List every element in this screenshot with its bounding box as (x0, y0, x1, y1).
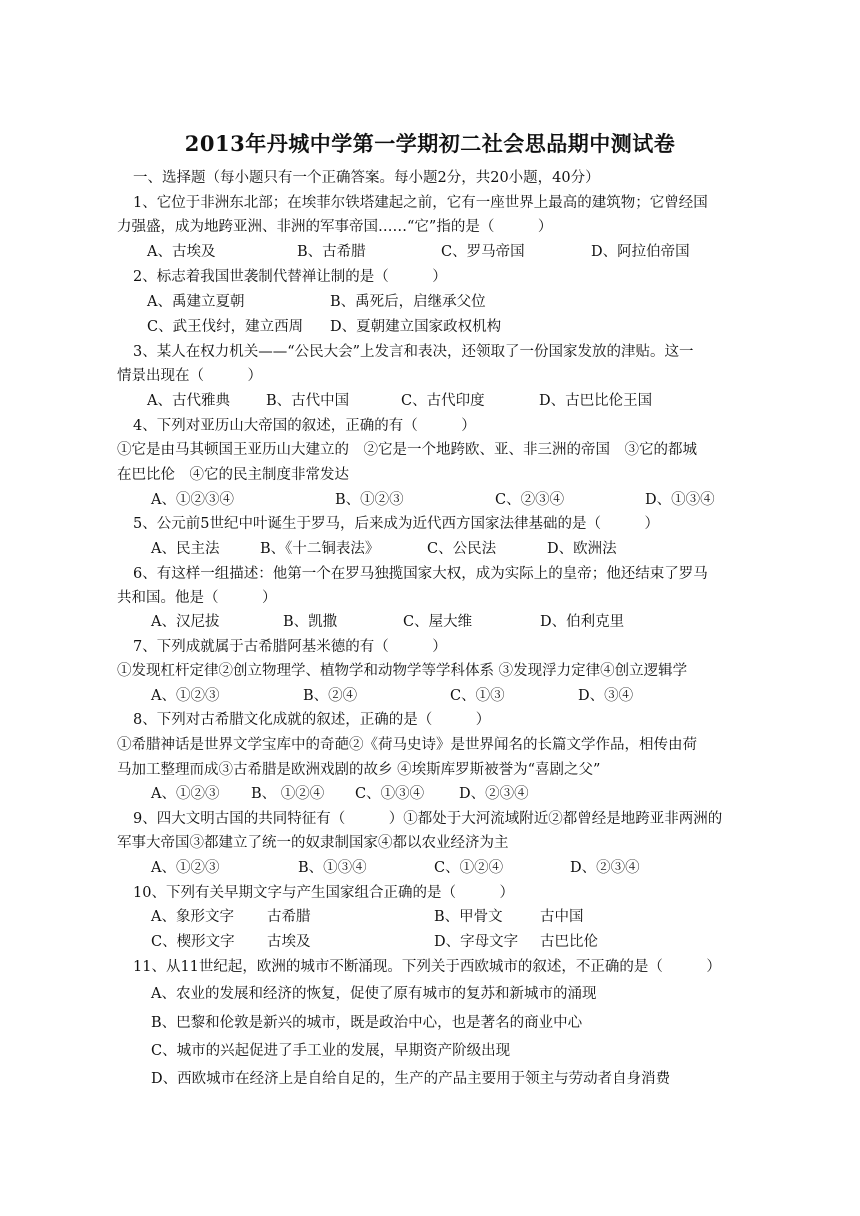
question-9-option-d: D、②③④ (570, 860, 640, 876)
question-8-text-line-1: 8、下列对古希腊文化成就的叙述，正确的是（ ） (133, 712, 491, 728)
question-5-option-c: C、公民法 (427, 541, 497, 557)
question-4-option-b: B、①②③ (335, 492, 404, 508)
question-9-option-c: C、①②④ (434, 860, 504, 876)
question-11-option-b: B、巴黎和伦敦是新兴的城市，既是政治中心，也是著名的商业中心 (151, 1015, 583, 1031)
question-10-option-d-country: 古巴比伦 (540, 934, 598, 950)
question-3-option-b: B、古代中国 (266, 393, 350, 409)
question-9-text-line-1: 9、四大文明古国的共同特征有（ ）①都处于大河流域附近②都曾经是地跨亚非两洲的 (133, 811, 723, 827)
question-9-option-a: A、①②③ (151, 860, 220, 876)
question-4-text-line-1: 4、下列对亚历山大帝国的叙述，正确的有（ ） (133, 418, 476, 434)
question-1-option-d: D、阿拉伯帝国 (591, 244, 690, 260)
question-8-text-line-2: ①希腊神话是世界文学宝库中的奇葩②《荷马史诗》是世界闻名的长篇文学作品，相传由荷 (117, 737, 697, 753)
question-8-option-d: D、②③④ (459, 786, 529, 802)
question-2-option-c: C、武王伐纣，建立西周 (147, 319, 304, 335)
section-heading: 一、选择题（每小题只有一个正确答案。每小题2分，共20小题，40分） (133, 170, 600, 186)
question-5-option-a: A、民主法 (151, 541, 220, 557)
question-2-option-b: B、禹死后，启继承父位 (330, 294, 486, 310)
question-6-text-line-2: 共和国。他是（ ） (117, 590, 277, 606)
question-10-option-a-script: A、象形文字 (151, 909, 234, 925)
question-5-text-line-1: 5、公元前5世纪中叶诞生于罗马，后来成为近代西方国家法律基础的是（ ） (133, 516, 659, 532)
question-8-option-c: C、①③④ (355, 786, 425, 802)
question-10-option-c-country: 古埃及 (267, 934, 311, 950)
question-5-option-b: B、《十二铜表法》 (260, 541, 380, 557)
question-3-text-line-1: 3、某人在权力机关——“公民大会”上发言和表决，还领取了一份国家发放的津贴。这一 (133, 344, 694, 360)
question-10-option-b-script: B、甲骨文 (434, 909, 503, 925)
question-5-option-d: D、欧洲法 (547, 541, 617, 557)
exam-title: 2013年丹城中学第一学期初二社会思品期中测试卷 (184, 131, 676, 156)
question-11-option-d: D、西欧城市在经济上是自给自足的，生产的产品主要用于领主与劳动者自身消费 (151, 1071, 671, 1087)
question-11-text-line-1: 11、从11世纪起，欧洲的城市不断涌现。下列关于西欧城市的叙述，不正确的是（ ） (133, 959, 721, 975)
question-2-option-d: D、夏朝建立国家政权机构 (330, 319, 502, 335)
question-10-option-b-country: 古中国 (540, 909, 584, 925)
question-7-option-c: C、①③ (450, 688, 505, 704)
question-6-option-d: D、伯利克里 (540, 614, 625, 630)
question-4-text-line-3: 在巴比伦 ④它的民主制度非常发达 (117, 467, 349, 483)
question-10-option-c-script: C、楔形文字 (151, 934, 235, 950)
question-4-option-c: C、②③④ (495, 492, 565, 508)
question-1-text-line-1: 1、它位于非洲东北部；在埃菲尔铁塔建起之前，它有一座世界上最高的建筑物；它曾经国 (133, 195, 708, 211)
question-4-option-a: A、①②③④ (151, 492, 234, 508)
question-3-option-c: C、古代印度 (401, 393, 485, 409)
question-2-text-line-1: 2、标志着我国世袭制代替禅让制的是（ ） (133, 269, 447, 285)
question-4-text-line-2: ①它是由马其顿国王亚历山大建立的 ②它是一个地跨欧、亚、非三洲的帝国 ③它的都城 (117, 442, 697, 458)
question-7-option-d: D、③④ (578, 688, 634, 704)
question-8-text-line-3: 马加工整理而成③古希腊是欧洲戏剧的故乡 ④埃斯库罗斯被誉为“喜剧之父” (117, 762, 601, 778)
question-6-text-line-1: 6、有这样一组描述：他第一个在罗马独揽国家大权，成为实际上的皇帝；他还结束了罗马 (133, 566, 708, 582)
question-3-text-line-2: 情景出现在（ ） (117, 368, 262, 384)
question-10-option-d-script: D、字母文字 (434, 934, 519, 950)
question-9-option-b: B、①③④ (298, 860, 367, 876)
question-10-option-a-country: 古希腊 (267, 909, 311, 925)
question-8-option-a: A、①②③ (151, 786, 220, 802)
question-3-option-a: A、古代雅典 (147, 393, 230, 409)
question-11-option-a: A、农业的发展和经济的恢复，促使了原有城市的复苏和新城市的涌现 (151, 986, 597, 1002)
question-1-option-a: A、古埃及 (147, 244, 216, 260)
question-2-option-a: A、禹建立夏朝 (147, 294, 245, 310)
question-10-text-line-1: 10、下列有关早期文字与产生国家组合正确的是（ ） (133, 885, 514, 901)
question-9-text-line-2: 军事大帝国③都建立了统一的奴隶制国家④都以农业经济为主 (117, 835, 509, 851)
question-4-option-d: D、①③④ (645, 492, 715, 508)
question-1-text-line-2: 力强盛，成为地跨亚洲、非洲的军事帝国……“它”指的是（ ） (117, 219, 553, 235)
question-8-option-b: B、 ①②④ (251, 786, 325, 802)
question-6-option-a: A、汉尼拔 (151, 614, 220, 630)
question-1-option-c: C、罗马帝国 (441, 244, 525, 260)
question-1-option-b: B、古希腊 (297, 244, 366, 260)
question-11-option-c: C、城市的兴起促进了手工业的发展，早期资产阶级出现 (151, 1043, 511, 1059)
question-7-text-line-2: ①发现杠杆定律②创立物理学、植物学和动物学等学科体系 ③发现浮力定律④创立逻辑学 (117, 663, 688, 679)
question-3-option-d: D、古巴比伦王国 (539, 393, 653, 409)
question-6-option-b: B、凯撒 (283, 614, 338, 630)
question-7-option-a: A、①②③ (151, 688, 220, 704)
question-7-text-line-1: 7、下列成就属于古希腊阿基米德的有（ ） (133, 639, 447, 655)
question-6-option-c: C、屋大维 (403, 614, 473, 630)
question-7-option-b: B、②④ (303, 688, 358, 704)
